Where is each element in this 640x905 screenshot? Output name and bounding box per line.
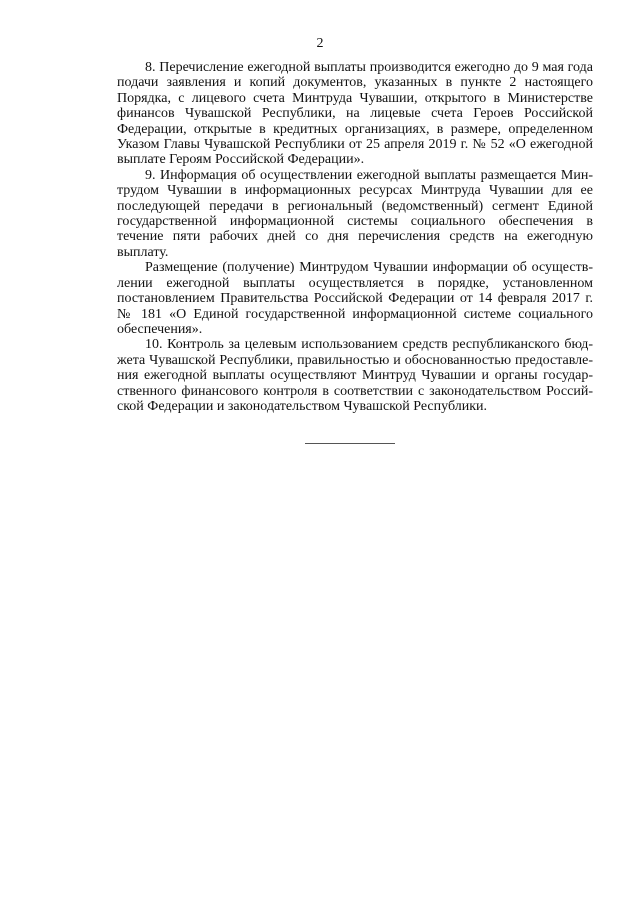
- end-separator-line: [305, 443, 395, 444]
- page-number: 2: [316, 36, 324, 51]
- paragraph-8: 8. Перечисление ежегодной выплаты производится ежегодно до 9 мая года подачи заявления и копий документов, указанных в пункте 2 настоящего Порядка, с лицевого счета Минтруда Чувашии, открытого в Министерстве финансов Чувашской Республики, на лицевые счета Героев Российской Федерации, открытые в кредитных организациях, в размере, определенном Указом Главы Чувашской Республики от 25 апреля 2019 г. № 52 «О ежегодной выплате Героям Российской Федерации».: [117, 60, 593, 168]
- document-body: [117, 60, 593, 414]
- paragraph-9-continuation: Размещение (получение) Минтрудом Чувашии информации об осуществлении ежегодной выплаты осуществляется в порядке, установленном постановлением Правительства Российской Федерации от 14 февраля 2017 г. № 181 «О Единой государственной информационной системе социального обеспечения».: [117, 260, 593, 337]
- paragraph-10: 10. Контроль за целевым использованием средств республиканского бюджета Чувашской Республики, правильностью и обоснованностью предоставления ежегодной выплаты осуществляют Минтруд Чувашии и органы государственного финансового контроля в соответствии с законодательством Российской Федерации и законодательством Чувашской Республики.: [117, 337, 593, 414]
- paragraph-9: 9. Информация об осуществлении ежегодной выплаты размещается Минтрудом Чувашии в информационных ресурсах Минтруда Чувашии для ее последующей передачи в региональный (ведомственный) сегмент Единой государственной информационной системы социального обеспечения в течение пяти рабочих дней со дня перечисления средств на ежегодную выплату.: [117, 167, 593, 260]
